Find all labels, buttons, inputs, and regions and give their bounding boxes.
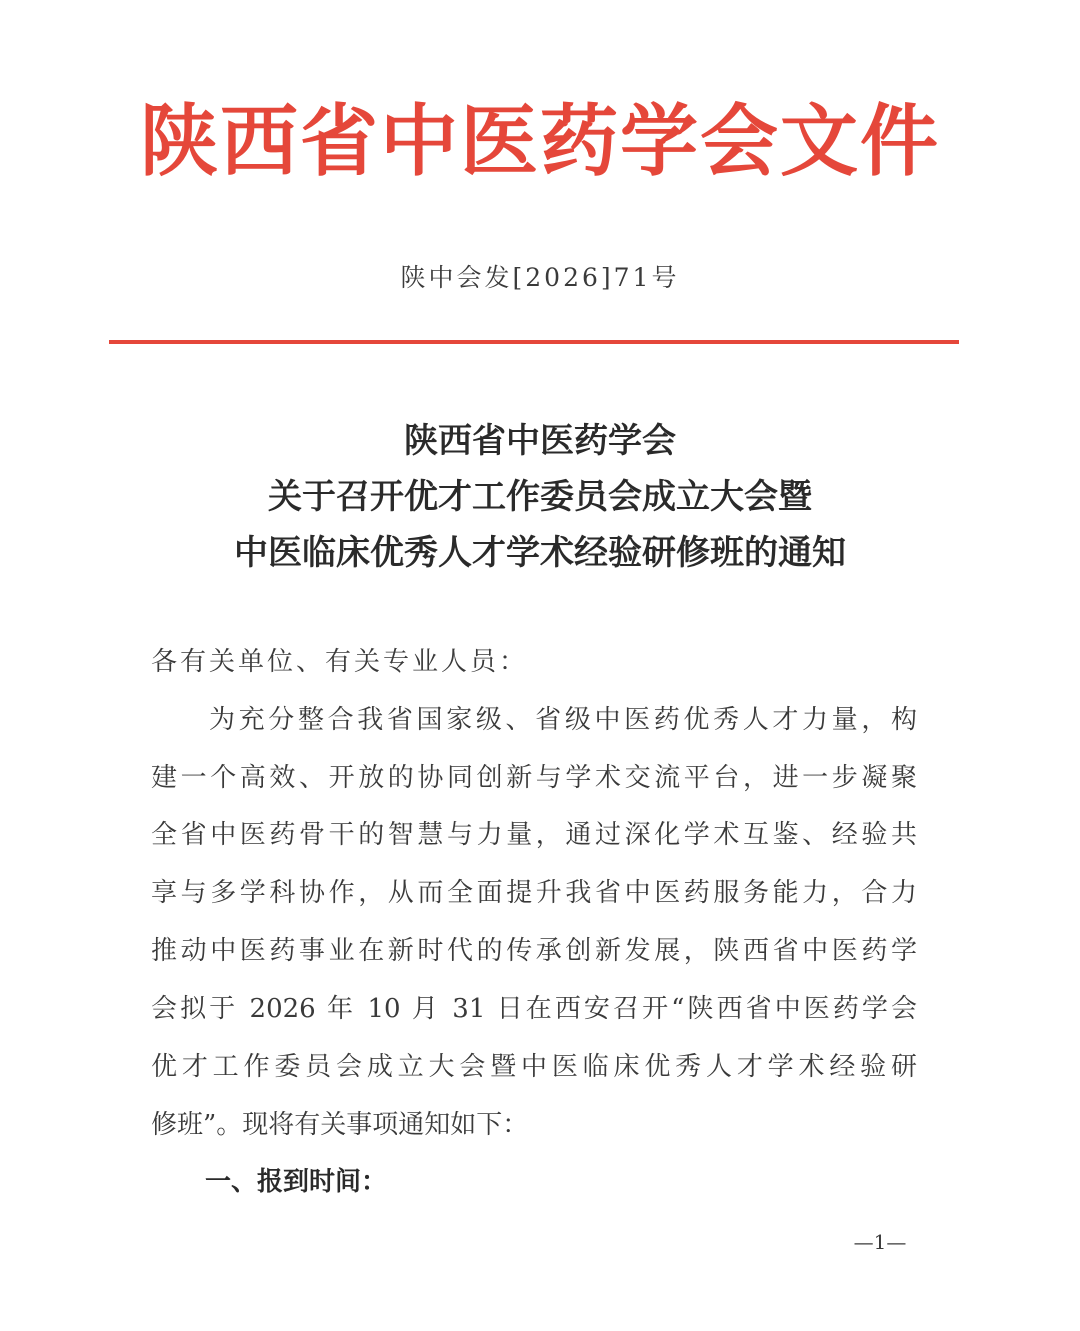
page-number: —1— bbox=[853, 1230, 907, 1254]
body-line-4: 享与多学科协作，从而全面提升我省中医药服务能力，合力 bbox=[151, 878, 917, 908]
body-line-8: 修班”。现将有关事项通知如下： bbox=[151, 1110, 529, 1140]
header-red-rule bbox=[109, 340, 959, 344]
body-line-2: 建一个高效、开放的协同创新与学术交流平台，进一步凝聚 bbox=[151, 763, 917, 793]
addressee: 各有关单位、有关专业人员： bbox=[151, 647, 529, 677]
notice-title-line-1: 陕西省中医药学会 bbox=[404, 421, 676, 461]
section-heading-registration-time: 一、报到时间： bbox=[205, 1167, 388, 1197]
document-header-title: 陕西省中医药学会文件 bbox=[139, 96, 940, 187]
body-line-3: 全省中医药骨干的智慧与力量，通过深化学术互鉴、经验共 bbox=[151, 820, 917, 850]
body-line-1: 为充分整合我省国家级、省级中医药优秀人才力量，构 bbox=[209, 705, 917, 735]
document-number: 陕中会发[2026]71号 bbox=[400, 263, 680, 292]
notice-title-line-2: 关于召开优才工作委员会成立大会暨 bbox=[268, 477, 812, 517]
body-line-5: 推动中医药事业在新时代的传承创新发展，陕西省中医药学 bbox=[151, 936, 917, 966]
notice-title-line-3: 中医临床优秀人才学术经验研修班的通知 bbox=[234, 533, 846, 573]
body-line-6: 会拟于 2026 年 10 月 31 日在西安召开“陕西省中医药学会 bbox=[151, 994, 917, 1024]
body-line-7: 优才工作委员会成立大会暨中医临床优秀人才学术经验研 bbox=[151, 1052, 917, 1082]
